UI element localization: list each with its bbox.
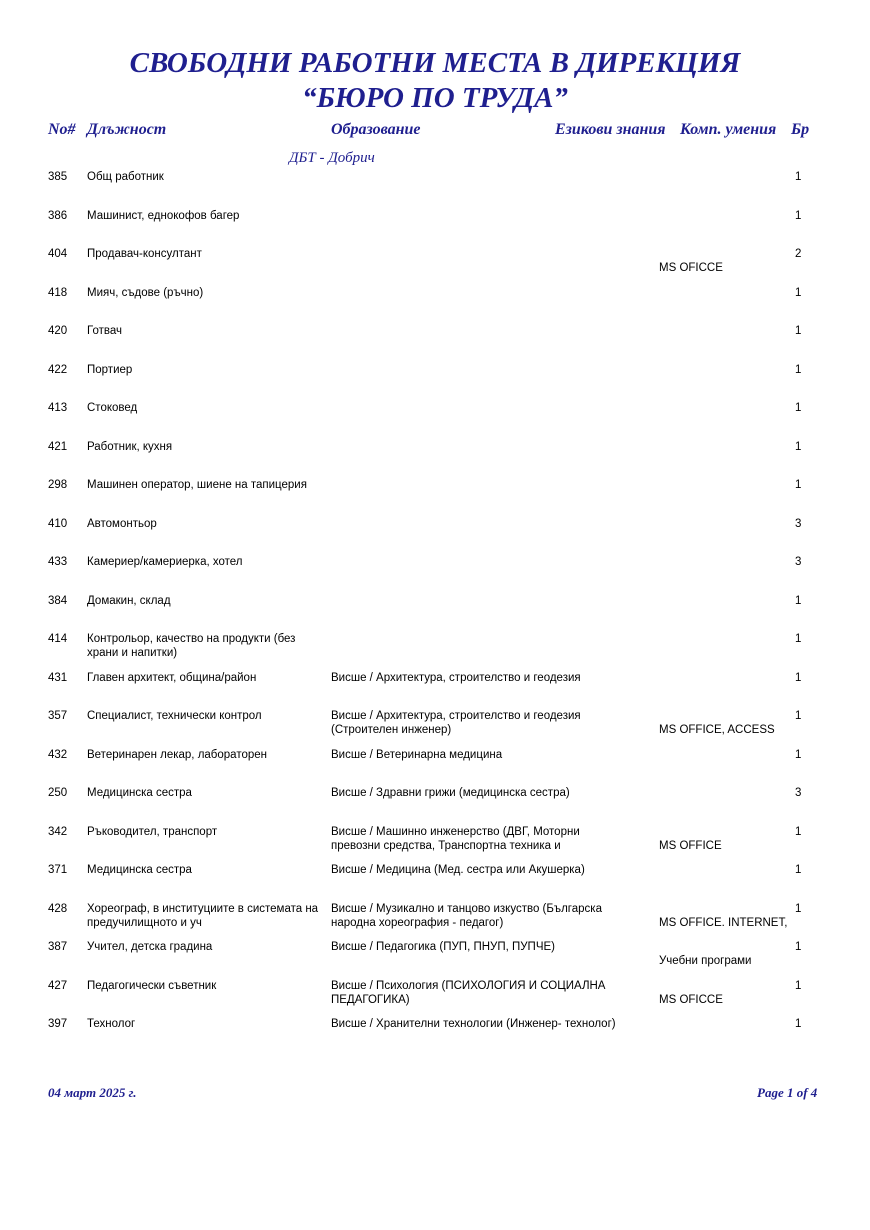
row-position: Хореограф, в институциите в системата на предучилищното и уч — [87, 902, 319, 929]
table-row — [0, 555, 870, 593]
footer-date: 04 март 2025 г. — [48, 1085, 137, 1100]
row-number: 342 — [48, 825, 68, 838]
row-position: Машинист, еднокофов багер — [87, 209, 240, 222]
footer-page-number: Page 1 of 4 — [757, 1085, 818, 1100]
table-row — [0, 786, 870, 824]
row-number: 432 — [48, 748, 68, 761]
row-count: 1 — [795, 479, 802, 491]
header-languages: Езикови знания — [555, 121, 666, 138]
row-position: Контрольор, качество на продукти (без храни и напитки) — [87, 633, 296, 659]
header-computer-skills: Комп. умения — [680, 121, 777, 138]
table-row — [0, 979, 870, 1017]
row-number: 414 — [48, 633, 68, 645]
row-count: 1 — [795, 209, 802, 222]
table-row — [0, 209, 870, 247]
row-count: 2 — [795, 248, 802, 260]
table-row — [0, 324, 870, 362]
row-education: Висше / Хранителни технологии (Инженер- технолог) — [331, 1018, 616, 1030]
row-count: 1 — [795, 633, 802, 645]
header-no: No# — [48, 121, 76, 138]
row-number: 431 — [48, 671, 68, 684]
row-number: 357 — [48, 710, 68, 722]
row-count: 1 — [795, 171, 802, 183]
row-count: 1 — [795, 748, 802, 761]
table-row — [0, 401, 870, 439]
row-count: 3 — [795, 517, 802, 530]
row-education: Висше / Музикално и танцово изкуство (Българска народна хореография - педагог) — [331, 902, 602, 929]
row-position: Готвач — [87, 325, 122, 337]
row-count: 1 — [795, 710, 802, 722]
row-education: Висше / Медицина (Мед. сестра или Акушерка) — [331, 864, 585, 876]
row-number: 385 — [48, 171, 68, 183]
row-position: Портиер — [87, 363, 133, 376]
row-position: Машинен оператор, шиене на тапицерия — [87, 479, 307, 491]
row-number: 386 — [48, 209, 68, 222]
row-education: Висше / Архитектура, строителство и геодезия — [331, 671, 581, 684]
row-count: 1 — [795, 363, 802, 376]
row-position: Автомонтьор — [87, 517, 157, 530]
row-position: Стоковед — [87, 402, 138, 414]
row-count: 1 — [795, 979, 802, 992]
row-number: 413 — [48, 402, 68, 414]
row-count: 1 — [795, 825, 802, 838]
header-position: Длъжност — [87, 121, 167, 138]
row-count: 1 — [795, 594, 802, 607]
row-number: 250 — [48, 787, 68, 799]
row-number: 421 — [48, 440, 68, 453]
table-row — [0, 863, 870, 901]
row-position: Домакин, склад — [87, 594, 171, 607]
row-education: Висше / Педагогика (ПУП, ПНУП, ПУПЧЕ) — [331, 941, 555, 953]
table-row — [0, 286, 870, 324]
table-row — [0, 902, 870, 940]
row-position: Мияч, съдове (ръчно) — [87, 286, 204, 299]
row-count: 1 — [795, 902, 802, 915]
page-title-line-1: СВОБОДНИ РАБОТНИ МЕСТА В ДИРЕКЦИЯ — [129, 47, 741, 79]
table-row — [0, 632, 870, 670]
row-computer-skills: Учебни програми — [659, 955, 752, 967]
row-position: Учител, детска градина — [87, 941, 213, 953]
table-row — [0, 940, 870, 978]
table-row — [0, 363, 870, 401]
row-number: 387 — [48, 941, 68, 953]
header-education: Образование — [331, 121, 421, 138]
row-count: 3 — [795, 556, 802, 568]
row-count: 1 — [795, 941, 802, 953]
table-row — [0, 671, 870, 709]
row-education: Висше / Здравни грижи (медицинска сестра) — [331, 787, 570, 799]
page-title-line-2: “БЮРО ПО ТРУДА” — [302, 82, 568, 114]
row-number: 427 — [48, 979, 68, 992]
row-number: 422 — [48, 363, 68, 376]
row-count: 1 — [795, 286, 802, 299]
row-number: 420 — [48, 325, 68, 337]
row-count: 3 — [795, 787, 802, 799]
row-computer-skills: MS OFFICE — [659, 839, 722, 852]
row-education: Висше / Ветеринарна медицина — [331, 748, 503, 761]
table-row — [0, 247, 870, 285]
row-education: Висше / Машинно инженерство (ДВГ, Моторни превозни средства, Транспортна техника и — [331, 825, 580, 852]
table-row — [0, 709, 870, 747]
row-position: Медицинска сестра — [87, 864, 192, 876]
row-number: 410 — [48, 517, 68, 530]
row-count: 1 — [795, 1018, 802, 1030]
row-count: 1 — [795, 402, 802, 414]
row-position: Ветеринарен лекар, лабораторен — [87, 748, 267, 761]
row-number: 384 — [48, 594, 68, 607]
row-position: Камериер/камериерка, хотел — [87, 556, 243, 568]
row-education: Висше / Архитектура, строителство и геодезия (Строителен инженер) — [331, 710, 581, 736]
row-computer-skills: MS OFICCE — [659, 262, 723, 274]
table-row — [0, 517, 870, 555]
row-number: 371 — [48, 864, 68, 876]
row-number: 418 — [48, 286, 68, 299]
row-number: 404 — [48, 248, 68, 260]
row-number: 397 — [48, 1018, 68, 1030]
row-count: 1 — [795, 864, 802, 876]
row-computer-skills: MS OFFICE. INTERNET, — [659, 916, 788, 929]
row-count: 1 — [795, 671, 802, 684]
row-count: 1 — [795, 440, 802, 453]
table-row — [0, 825, 870, 863]
row-computer-skills: MS OFICCE — [659, 993, 723, 1006]
row-position: Медицинска сестра — [87, 787, 192, 799]
row-position: Технолог — [87, 1018, 136, 1030]
table-row — [0, 594, 870, 632]
table-row — [0, 478, 870, 516]
row-count: 1 — [795, 325, 802, 337]
row-position: Общ работник — [87, 171, 164, 183]
row-computer-skills: MS OFFICE, ACCESS — [659, 724, 775, 736]
row-position: Специалист, технически контрол — [87, 710, 262, 722]
row-position: Работник, кухня — [87, 440, 173, 453]
table-row — [0, 170, 870, 208]
row-position: Продавач-консултант — [87, 248, 202, 260]
row-position: Главен архитект, община/район — [87, 671, 257, 684]
row-number: 428 — [48, 902, 68, 915]
section-title: ДБТ - Добрич — [289, 150, 375, 166]
row-education: Висше / Психология (ПСИХОЛОГИЯ И СОЦИАЛНА ПЕДАГОГИКА) — [331, 979, 606, 1006]
row-position: Ръководител, транспорт — [87, 825, 218, 838]
table-row — [0, 748, 870, 786]
row-number: 433 — [48, 556, 68, 568]
row-position: Педагогически съветник — [87, 979, 217, 992]
header-count: Бр — [791, 121, 810, 138]
table-row — [0, 1017, 870, 1055]
row-number: 298 — [48, 479, 68, 491]
table-row — [0, 440, 870, 478]
